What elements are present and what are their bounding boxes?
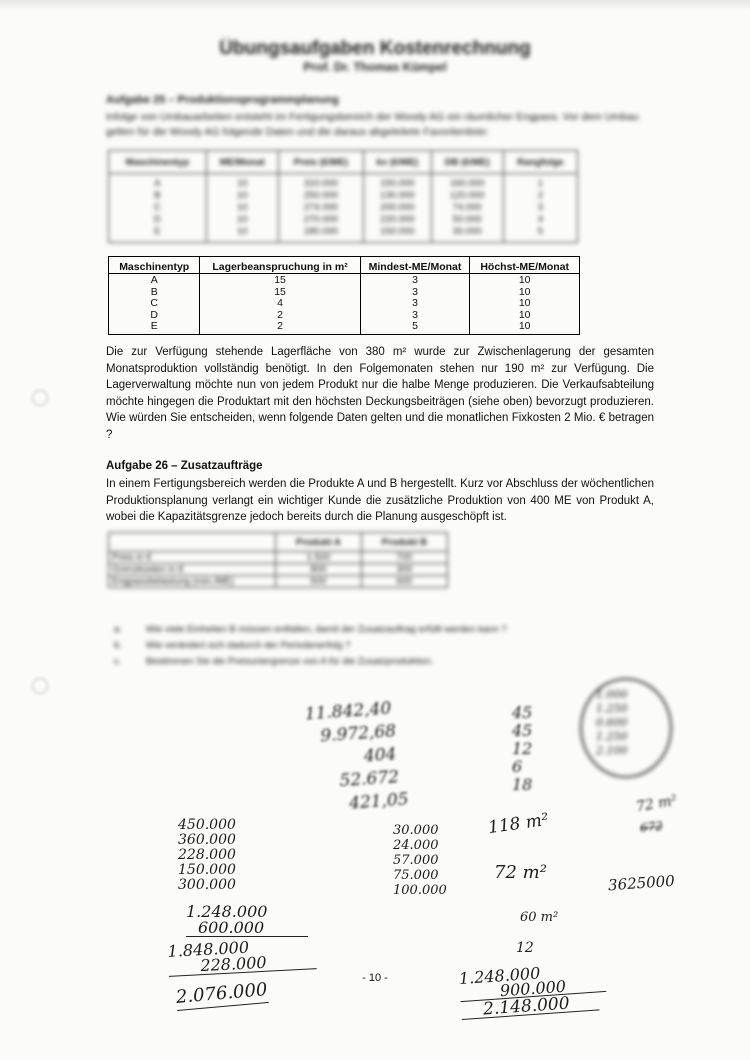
handwritten-column-a: 11.842,40 9.972,68 404 52.672 421,05 [304,698,410,814]
table1-col-db: 160.000 120.000 74.000 50.000 30.000 [431,174,503,243]
handwritten-area-a: 118 m² [486,809,550,839]
question-item: a. Wie viele Einheiten B müssen entfallen, damit der Zusatzauftrag erfüllt werden kann ? [114,624,507,635]
task25-table1 [108,150,578,243]
handwritten-sum-right: 1.248.000 900.000 2.148.000 [458,961,607,1020]
table2-col-type: A B C D E [109,274,200,335]
table2-header: Maschinentyp [109,257,200,274]
table1-body [109,174,578,243]
page-number: - 10 - [362,972,388,984]
table2-col-storage: 15 15 4 2 2 [200,274,360,335]
table2-header: Lagerbeanspruchung in m² [200,257,360,274]
table3-row: Preis in € 1.500 700 [109,552,448,564]
handwritten-column-b: 45 45 12 6 18 [512,703,533,794]
task26-questions [114,622,507,670]
page-subtitle: Prof. Dr. Thomas Kümpel [303,60,447,74]
handwritten-sum-mid: 30.000 24.000 57.000 75.000 100.000 [393,823,447,898]
table2-header: Mindest-ME/Monat [360,257,470,274]
table2-header-row [109,257,580,274]
table3-row: Engpassbelastung (min./ME) 500 600 [109,576,448,588]
task26-heading: Aufgabe 26 – Zusatzaufträge [106,460,263,472]
handwritten-circled-note: 1.000 1.250 0.600 1.250 2.100 [580,678,672,778]
table1-col-kv: 150.000 130.000 200.000 220.000 150.000 [364,174,432,243]
question-item: b. Wie verändert sich dadurch der Periodenerfolg ? [114,640,351,651]
handwritten-sum-left-2: 1.848.000 228.000 [167,936,317,977]
table3-header: Produkt B [361,533,447,552]
table1-header: kv (€/ME) [364,151,432,174]
task25-heading: Aufgabe 25 – Produktionsprogrammplanung [106,94,339,106]
table3-row: Grenzkosten in € 800 300 [109,564,448,576]
handwritten-note-topright: 72 m² [634,792,679,816]
question-item: c. Bestimmen Sie die Preisuntergrenze von A für die Zusatzproduktion. [114,656,434,667]
handwritten-area-b: 72 m² [494,862,547,883]
table1-header: ME/Monat [206,151,278,174]
table1-header: Preis (€/ME) [278,151,363,174]
task25-intro: Infolge von Umbauarbeiten entsteht im Fertigungsbereich der Woody AG ein räumlicher Engpass. Vor dem Umbau gelten für die Woody AG folgende Daten und die daraus abgeleitete Favoritenliste: [106,111,639,138]
task26-table [108,532,448,588]
table3-header [109,533,276,552]
handwritten-sum-left: 450.000 360.000 228.000 150.000 300.000 [178,817,236,893]
handwritten-sum-left-2-total: 2.076.000 [175,979,268,1011]
table2-col-min: 3 3 3 3 5 [360,274,470,335]
task25-paragraph: Die zur Verfügung stehende Lagerfläche von 380 m² wurde zur Zwischenlagerung der gesamten Monatsproduktion vollständig benötigt. In den Folgemonaten stehen nur 190 m² zur Verfügung. Die Lagerverwaltung möchte nun von jedem Produkt nur die halbe Menge produzieren. Die Verkaufsabteilung möchte hingegen die Produktart mit den höchsten Deckungsbeiträgen (siehe oben) bevorzugt produzieren. Wie würden Sie entscheiden, wenn folgende Daten gelten und die monatlichen Fixkosten 2 Mio. € betragen ? [106,346,654,441]
punch-mark [32,390,48,406]
table2-header: Höchst-ME/Monat [470,257,580,274]
table1-header: Maschinentyp [109,151,207,174]
table3-header: Produkt A [276,533,362,552]
table1-col-rank: 1 2 3 4 5 [503,174,577,243]
table1-header: Rangfolge [503,151,577,174]
page-title: Übungsaufgaben Kostenrechnung [219,38,531,59]
table1-col-type: A B C D E [109,174,207,243]
table1-header-row [109,151,578,174]
table3-header-row [109,533,448,552]
task26-paragraph: In einem Fertigungsbereich werden die Produkte A und B hergestellt. Kurz vor Abschluss der wöchentlichen Produktionsplanung verlangt ein wichtiger Kunde die zusätzliche Produktion von 400 ME von Produkt A, wobei die Kapazitätsgrenze jedoch bereits durch die Planung ausgeschöpft ist. [106,478,654,523]
table1-header: DB (€/ME) [431,151,503,174]
task25-table2 [108,256,580,335]
punch-mark [32,678,48,694]
handwritten-note-topright2: 672 [639,818,664,836]
scan-edge [0,0,750,12]
table2-body [109,274,580,335]
table1-col-qty: 10 10 10 10 10 [206,174,278,243]
handwritten-sum-left-total: 1.248.000 600.000 [186,904,308,937]
table2-col-max: 10 10 10 10 10 [470,274,580,335]
table1-col-price: 310.000 250.000 274.000 270.000 180.000 [278,174,363,243]
handwritten-area-c: 60 m² [520,910,559,925]
handwritten-far-right: 3625000 [607,871,676,895]
handwritten-twelve: 12 [516,940,534,956]
